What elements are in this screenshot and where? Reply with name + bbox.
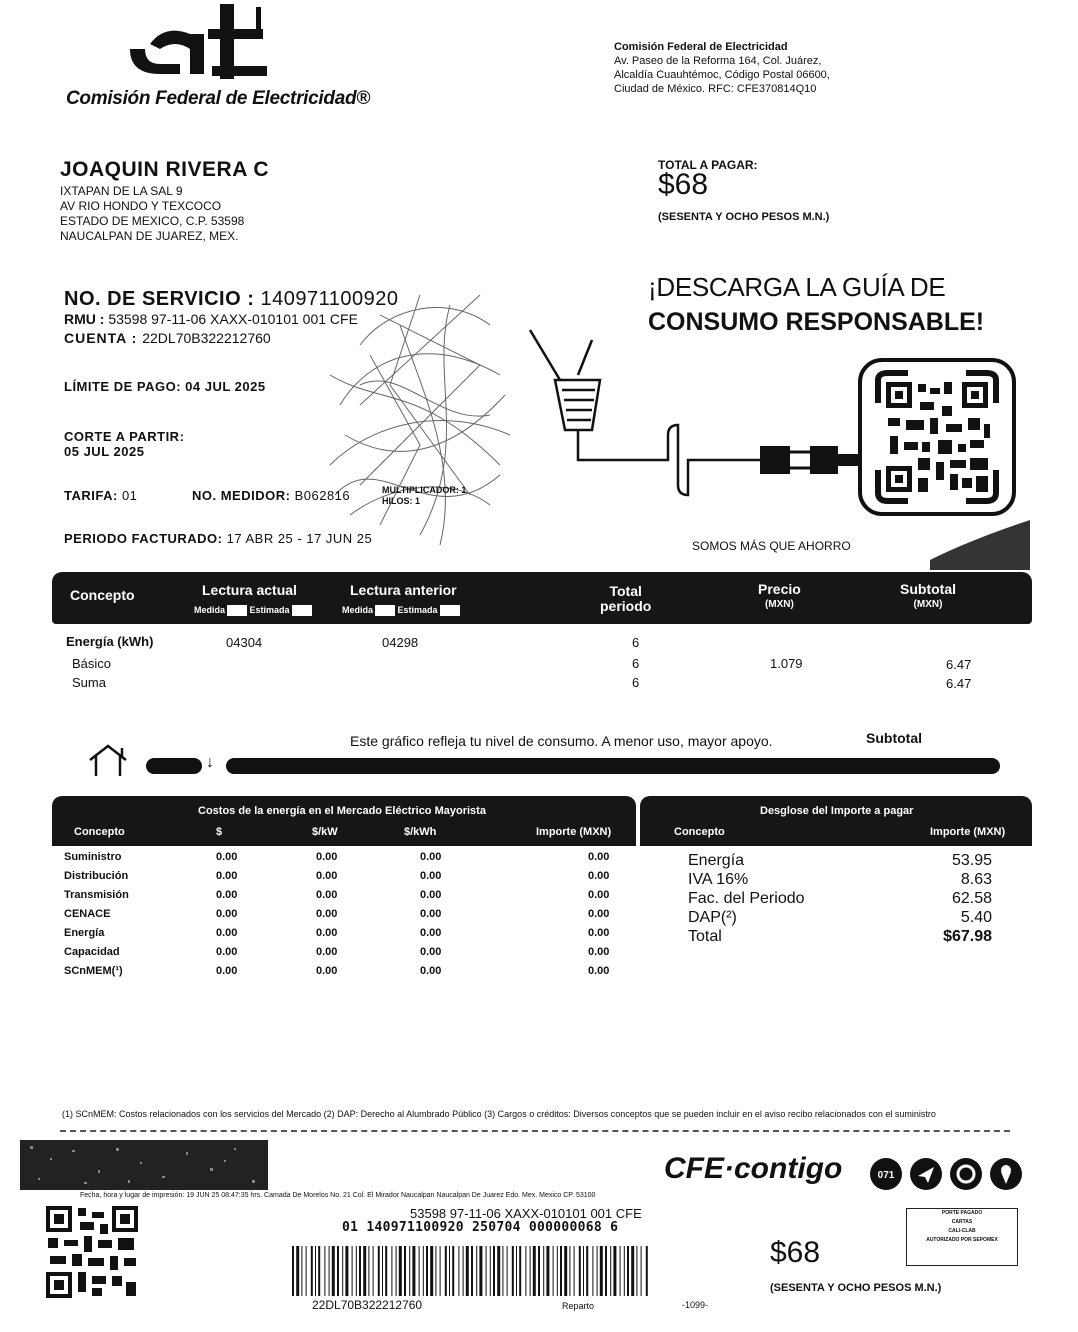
barcode-bar (329, 1246, 330, 1296)
payment-limit (64, 379, 266, 394)
barcode-bar (502, 1246, 503, 1296)
market-row-value: 0.00 (420, 965, 442, 977)
barcode-bar (315, 1246, 316, 1296)
promo-line1: ¡DESCARGA LA GUÍA DE (648, 272, 946, 302)
cfe-contigo-brand: CFE·contigo (664, 1152, 843, 1185)
barcode-bar (592, 1246, 593, 1296)
breakdown-col-concepto: Concepto (674, 826, 725, 838)
franking-line: PORTE PAGADO (941, 1210, 983, 1216)
barcode-bar (311, 1246, 313, 1296)
col-total-label: Total (609, 583, 642, 599)
market-row-value: 0.00 (588, 889, 610, 901)
barcode-bar (378, 1246, 380, 1296)
market-row-concepto: Energía (64, 927, 105, 939)
market-row-value: 0.00 (420, 908, 442, 920)
lightbulb-plug-icon (520, 320, 865, 510)
barcode-bar (404, 1246, 406, 1296)
barcode-bar (412, 1246, 415, 1296)
barcode-bar (560, 1246, 562, 1296)
barcode-bar (533, 1246, 536, 1296)
total-label: TOTAL A PAGAR: (658, 158, 758, 172)
barcode-bar (301, 1246, 302, 1296)
medida-checkbox (375, 605, 395, 616)
barcode-bar (426, 1246, 428, 1296)
estimada-checkbox (440, 605, 460, 616)
barcode-bar (324, 1246, 325, 1296)
market-row-value: 0.00 (216, 851, 238, 863)
market-row-value: 0.00 (588, 908, 610, 920)
social-icons (868, 1156, 1028, 1192)
barcode-account: 22DL70B322212760 (312, 1298, 423, 1312)
barcode-bar (391, 1246, 392, 1296)
brand-name: Comisión Federal de Electricidad® (66, 88, 370, 109)
gauge-scale-bar (226, 758, 1000, 774)
meter-value: B062816 (294, 488, 351, 503)
breakdown-col-importe: Importe (MXN) (930, 826, 1006, 838)
col-lectura-anterior: Lectura anterior (350, 582, 457, 598)
market-row-concepto: SCnMEM(¹) (64, 965, 123, 977)
market-row-concepto: Transmisión (64, 889, 129, 901)
breakdown-header (640, 796, 1032, 846)
breakdown-row-importe: $67.98 (943, 928, 992, 945)
service-number (64, 288, 398, 311)
tarifa-label: TARIFA: (64, 488, 118, 503)
barcode-bar (605, 1246, 607, 1296)
barcode-bar (627, 1246, 629, 1296)
barcode-bar (600, 1246, 603, 1296)
hilos-value: 1 (415, 496, 421, 506)
market-col: Importe (MXN) (536, 826, 612, 838)
barcode-bar (409, 1246, 410, 1296)
market-row-value: 0.00 (588, 946, 610, 958)
market-row-value: 0.00 (420, 870, 442, 882)
service-number-value: 140971100920 (260, 288, 399, 310)
address-line: IXTAPAN DE LA SAL 9 (60, 184, 183, 198)
breakdown-row-importe: 5.40 (960, 909, 992, 926)
barcode-bar (512, 1246, 514, 1296)
barcode-bar (519, 1246, 521, 1296)
cutoff-value: 05 JUL 2025 (64, 444, 145, 459)
call-071-icon: 071 (877, 1170, 895, 1181)
estimada-label: Estimada (397, 605, 438, 615)
medida-label: Medida (342, 605, 374, 615)
barcode-bar (385, 1246, 387, 1296)
multiplier-value: 1 (461, 485, 467, 495)
market-title: Costos de la energía en el Mercado Eléctrico Mayorista (198, 805, 486, 817)
slip-amount-words: (SESENTA Y OCHO PESOS M.N.) (770, 1282, 942, 1294)
address-line: NAUCALPAN DE JUAREZ, MEX. (60, 229, 239, 243)
address-line: ESTADO DE MEXICO, C.P. 53598 (60, 214, 245, 228)
barcode-bar (569, 1246, 570, 1296)
tarifa-value: 01 (121, 488, 138, 503)
reparto-label: Reparto (562, 1301, 595, 1311)
multiplier-label: MULTIPLICADOR: (382, 485, 459, 495)
col-subtotal-label: Subtotal (900, 581, 956, 597)
barcode-bar (613, 1246, 616, 1296)
breakdown-row-concepto: DAP(²) (688, 909, 737, 926)
row-concepto: Básico (72, 656, 112, 671)
barcode-bar (382, 1246, 383, 1296)
barcode-bar (445, 1246, 447, 1296)
market-row-value: 0.00 (216, 870, 238, 882)
slip-reference-line: 01 140971100920 250704 000000068 6 (342, 1220, 619, 1235)
barcode-bar (435, 1246, 436, 1296)
payment-barcode (290, 1246, 650, 1304)
market-row-value: 0.00 (316, 908, 338, 920)
barcode-bar (631, 1246, 634, 1296)
market-row-value: 0.00 (588, 927, 610, 939)
billing-period-value: 17 ABR 25 - 17 JUN 25 (226, 531, 373, 546)
market-row-value: 0.00 (588, 870, 610, 882)
cfe-logo (120, 4, 270, 84)
print-info: Fecha, hora y lugar de impresión: 19 JUN 25 08:47:35 hrs. Camada De Morelos No. 21 Col. El Mirador Naucalpan Naucalpan De Juarez Edo. Mex. Mexico CP. 53100 (80, 1192, 596, 1199)
breakdown-title: Desglose del Importe a pagar (760, 805, 914, 817)
service-number-label: NO. DE SERVICIO : (64, 288, 255, 310)
slip-amount: $68 (770, 1236, 821, 1269)
billing-period (64, 531, 372, 546)
barcode-bar (490, 1246, 491, 1296)
franking-line: CALI-CLAB (948, 1228, 976, 1234)
barcode-bar (538, 1246, 540, 1296)
barcode-bar (466, 1246, 469, 1296)
col-subtotal (900, 582, 956, 612)
breakdown-row-concepto: Fac. del Periodo (688, 890, 805, 907)
market-row-value: 0.00 (316, 889, 338, 901)
market-row-value: 0.00 (316, 965, 338, 977)
row-subtotal: 6.47 (946, 657, 972, 672)
row-anterior: 04298 (382, 635, 419, 650)
cut-line (60, 1130, 1010, 1132)
barcode-bar (636, 1246, 637, 1296)
barcode-bar (342, 1246, 343, 1296)
franking-line: CARTAS (951, 1219, 973, 1225)
breakdown-row-importe: 8.63 (960, 871, 992, 888)
payment-limit-value: 04 JUL 2025 (185, 379, 266, 394)
barcode-bar (493, 1246, 495, 1296)
promo-motto: SOMOS MÁS QUE AHORRO (692, 539, 851, 553)
estimada-checkbox (292, 605, 312, 616)
rmu-value: 53598 97-11-06 XAXX-010101 001 CFE (108, 311, 358, 327)
decorative-shadow (930, 520, 1030, 570)
barcode-bar (318, 1246, 320, 1296)
row-precio: 1.079 (770, 656, 803, 671)
rmu-label: RMU : (64, 311, 105, 327)
market-row-concepto: Distribución (64, 870, 129, 882)
barcode-bar (471, 1246, 473, 1296)
breakdown-row-concepto: Energía (688, 852, 745, 869)
barcode-bar (597, 1246, 598, 1296)
footnote: (1) SCnMEM: Costos relacionados con los servicios del Mercado (2) DAP: Derecho al Alumbrado Público (3) Cargos o créditos: Diversos conceptos que se pueden incluir en el aviso recibo relacionados con el suministro (62, 1109, 936, 1119)
payment-qr-code[interactable] (46, 1206, 138, 1298)
security-pattern (20, 1140, 268, 1190)
col-precio-unit: (MXN) (764, 599, 794, 610)
barcode-bar (337, 1246, 339, 1296)
market-row-value: 0.00 (216, 908, 238, 920)
barcode-bar (332, 1246, 335, 1296)
franking-line: AUTORIZADO POR SEPOMEX (926, 1237, 998, 1243)
row-concepto: Energía (kWh) (66, 634, 154, 649)
barcode-bar (646, 1246, 648, 1296)
cuenta-label: CUENTA : (64, 330, 138, 346)
row-concepto: Suma (72, 675, 106, 690)
row-subtotal: 6.47 (946, 676, 972, 691)
barcode-bar (306, 1246, 307, 1296)
barcode-bar (553, 1246, 554, 1296)
market-row-value: 0.00 (316, 851, 338, 863)
barcode-bar (507, 1246, 508, 1296)
cutoff-label: CORTE A PARTIR: (64, 429, 185, 444)
market-col: $/kW (312, 826, 338, 838)
barcode-bar (641, 1246, 642, 1296)
breakdown-row-importe: 53.95 (951, 852, 992, 869)
market-header (52, 796, 636, 846)
barcode-bar (396, 1246, 397, 1296)
slip-rmu: 53598 97-11-06 XAXX-010101 001 CFE (410, 1206, 642, 1221)
market-row-value: 0.00 (216, 889, 238, 901)
meter-label: NO. MEDIDOR: (192, 488, 291, 503)
customer-name: JOAQUIN RIVERA C (60, 158, 270, 181)
medida-checkbox (227, 605, 247, 616)
barcode-bar (423, 1246, 424, 1296)
barcode-bar (516, 1246, 517, 1296)
col-lectura-actual: Lectura actual (202, 582, 297, 598)
barcode-bar (458, 1246, 459, 1296)
gauge-caption: Este gráfico refleja tu nivel de consumo. A menor uso, mayor apoyo. (350, 733, 773, 749)
barcode-bar (579, 1246, 581, 1296)
market-row-value: 0.00 (588, 965, 610, 977)
row-total: 6 (632, 656, 640, 671)
barcode-bar (586, 1246, 588, 1296)
estimada-label: Estimada (249, 605, 290, 615)
market-row-value: 0.00 (420, 851, 442, 863)
row-total: 6 (632, 675, 640, 690)
market-row-concepto: Suministro (64, 851, 122, 863)
address-line: AV RIO HONDO Y TEXCOCO (60, 199, 222, 213)
market-row-concepto: CENACE (64, 908, 111, 920)
issuer-block (614, 40, 874, 96)
market-row-value: 0.00 (316, 946, 338, 958)
barcode-bar (356, 1246, 357, 1296)
barcode-bar (292, 1246, 294, 1296)
barcode-bar (610, 1246, 611, 1296)
row-actual: 04304 (226, 635, 263, 650)
barcode-bar (479, 1246, 482, 1296)
hilos-label: HILOS: (382, 496, 413, 506)
total-amount: $68 (658, 168, 709, 201)
col-concepto: Concepto (70, 587, 135, 603)
col-precio-label: Precio (758, 581, 801, 597)
col-periodo-label: periodo (600, 598, 652, 614)
barcode-bar (359, 1246, 361, 1296)
market-row-value: 0.00 (316, 870, 338, 882)
cuenta (64, 330, 271, 346)
postage-stamp (906, 1208, 1018, 1266)
actual-sub (194, 605, 312, 616)
barcode-bar (620, 1246, 621, 1296)
market-row-value: 0.00 (420, 946, 442, 958)
gauge-label: Subtotal (866, 730, 922, 746)
breakdown-row-concepto: Total (688, 928, 722, 945)
barcode-bar (530, 1246, 531, 1296)
breakdown-row-concepto: IVA 16% (688, 871, 749, 888)
barcode-bar (345, 1246, 348, 1296)
issuer-line: Av. Paseo de la Reforma 164, Col. Juárez, (614, 55, 822, 67)
barcode-bar (583, 1246, 584, 1296)
barcode-bar (419, 1246, 420, 1296)
barcode-bar (624, 1246, 625, 1296)
barcode-bar (399, 1246, 402, 1296)
col-total (600, 584, 651, 614)
barcode-bar (564, 1246, 567, 1296)
barcode-bar (476, 1246, 477, 1296)
barcode-bar (486, 1246, 487, 1296)
house-icon (88, 742, 136, 778)
barcode-bar (557, 1246, 558, 1296)
consumption-header (52, 572, 1032, 624)
multiplier-block (382, 485, 466, 507)
qr-code[interactable] (858, 358, 1016, 516)
barcode-bar (440, 1246, 441, 1296)
total-words: (SESENTA Y OCHO PESOS M.N.) (658, 211, 830, 223)
gauge-level-bar (146, 758, 202, 774)
medida-label: Medida (194, 605, 226, 615)
issuer-name: Comisión Federal de Electricidad (614, 41, 788, 53)
barcode-bar (449, 1246, 450, 1296)
barcode-bar (463, 1246, 464, 1296)
anterior-sub (342, 605, 460, 616)
slip-code: -1099- (682, 1300, 709, 1310)
market-col: $ (216, 826, 223, 838)
market-row-value: 0.00 (420, 927, 442, 939)
barcode-bar (497, 1246, 500, 1296)
barcode-bar (363, 1246, 366, 1296)
row-total: 6 (632, 635, 640, 650)
col-precio (758, 582, 801, 612)
market-row-value: 0.00 (216, 946, 238, 958)
barcode-bar (296, 1246, 299, 1296)
issuer-line: Ciudad de México. RFC: CFE370814Q10 (614, 83, 817, 95)
barcode-bar (430, 1246, 433, 1296)
rmu (64, 311, 358, 327)
barcode-bar (452, 1246, 454, 1296)
cuenta-value: 22DL70B322212760 (142, 330, 271, 346)
market-row-value: 0.00 (216, 927, 238, 939)
barcode-bar (546, 1246, 549, 1296)
market-row-value: 0.00 (588, 851, 610, 863)
market-row-value: 0.00 (216, 965, 238, 977)
breakdown-row-importe: 62.58 (951, 890, 992, 907)
payment-limit-label: LÍMITE DE PAGO: (64, 379, 182, 394)
barcode-bar (525, 1246, 526, 1296)
market-row-value: 0.00 (420, 889, 442, 901)
barcode-bar (368, 1246, 369, 1296)
cutoff-date (64, 429, 184, 459)
col-subtotal-unit: (MXN) (913, 599, 943, 610)
market-col: $/kWh (404, 826, 437, 838)
promo-line2: CONSUMO RESPONSABLE! (648, 308, 985, 336)
barcode-bar (352, 1246, 353, 1296)
market-row-concepto: Capacidad (64, 946, 120, 958)
issuer-line: Alcaldía Cuauhtémoc, Código Postal 06600, (614, 69, 830, 81)
customer-address (60, 184, 244, 244)
meter (192, 488, 350, 503)
gauge-arrow-icon: ↓ (206, 754, 214, 771)
barcode-bar (574, 1246, 575, 1296)
billing-period-label: PERIODO FACTURADO: (64, 531, 223, 546)
market-row-value: 0.00 (316, 927, 338, 939)
tarifa (64, 488, 137, 503)
barcode-bar (373, 1246, 374, 1296)
barcode-bar (543, 1246, 544, 1296)
market-col: Concepto (74, 826, 125, 838)
